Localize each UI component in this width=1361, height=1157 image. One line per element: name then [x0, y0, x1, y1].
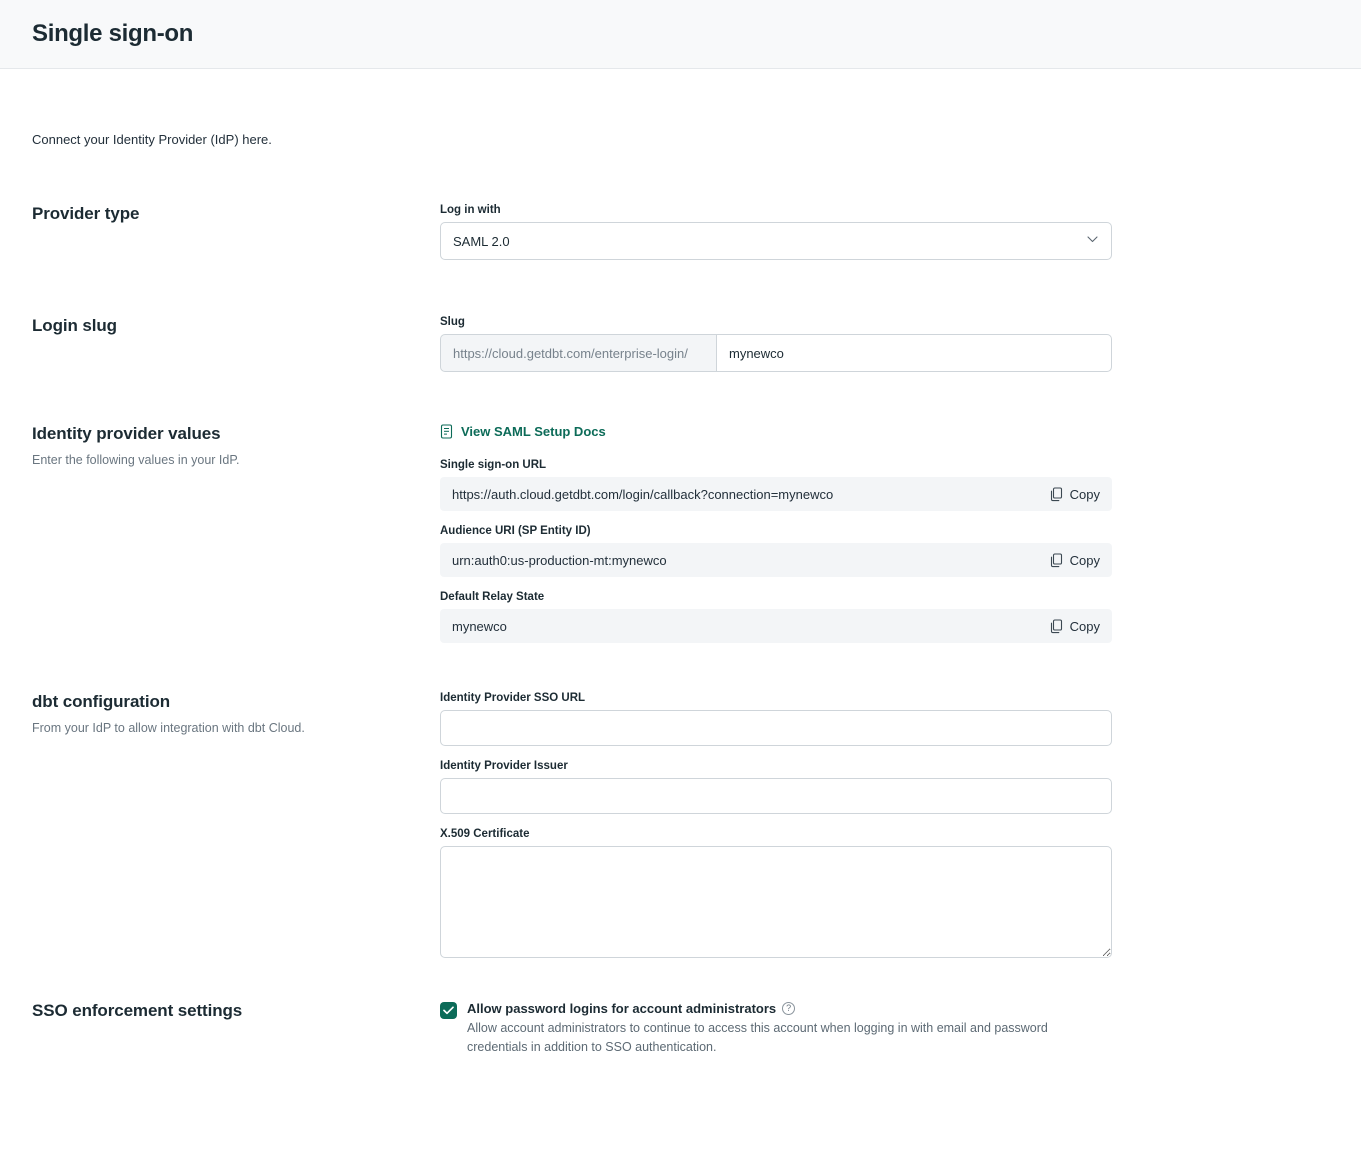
login-with-select[interactable]: [440, 222, 1112, 260]
section-dbt-config-right: [440, 692, 1112, 972]
document-icon: [440, 424, 453, 439]
section-sub-idp-values: Enter the following values in your IdP.: [32, 453, 240, 467]
allow-password-logins-texts: [467, 1001, 1107, 1058]
copy-audience-uri-label: Copy: [1069, 552, 1100, 568]
check-icon: [443, 1006, 454, 1015]
default-relay-state-box: [440, 609, 1112, 643]
default-relay-state-value: mynewco: [452, 618, 507, 634]
section-dbt-configuration: [32, 692, 1329, 972]
audience-uri-label: Audience URI (SP Entity ID): [440, 525, 591, 537]
page-title: Single sign-on: [32, 20, 194, 47]
section-heading-provider-type: Provider type: [32, 204, 140, 223]
login-with-selected-value: SAML 2.0: [453, 233, 510, 249]
help-circle-icon[interactable]: ?: [782, 1002, 795, 1015]
settings-content: [0, 132, 1361, 1058]
copy-default-relay-state-label: Copy: [1069, 618, 1100, 634]
chevron-down-icon: [1087, 236, 1098, 247]
idp-sso-url-input[interactable]: [440, 710, 1112, 746]
section-idp-values-left: [32, 424, 440, 469]
copy-icon: [1050, 553, 1063, 568]
readonly-field-default-relay-state: [440, 591, 1112, 643]
copy-audience-uri-button[interactable]: [1050, 553, 1100, 568]
login-with-select-wrap: [440, 222, 1112, 260]
audience-uri-box: [440, 543, 1112, 577]
sso-url-label: Single sign-on URL: [440, 459, 547, 471]
section-sso-enforcement-left: [32, 1001, 440, 1021]
section-identity-provider-values: [32, 424, 1329, 657]
allow-password-logins-description: Allow account administrators to continue to access this account when logging in with email and password credentials in addition to SSO authentication.: [467, 1021, 1048, 1055]
section-provider-type-right: [440, 204, 1112, 260]
allow-password-logins-row: [440, 1001, 1112, 1058]
copy-default-relay-state-button[interactable]: [1050, 619, 1100, 634]
slug-input[interactable]: [716, 334, 1112, 372]
slug-label: Slug: [440, 316, 465, 328]
copy-sso-url-label: Copy: [1069, 486, 1100, 502]
allow-password-logins-checkbox[interactable]: [440, 1002, 457, 1019]
section-heading-idp-values: Identity provider values: [32, 424, 221, 443]
field-idp-sso-url: [440, 692, 1112, 746]
readonly-field-audience-uri: [440, 525, 1112, 577]
section-sso-enforcement: [32, 1001, 1329, 1058]
section-heading-login-slug: Login slug: [32, 316, 117, 335]
page-header: [0, 0, 1361, 69]
field-x509-certificate: [440, 828, 1112, 958]
readonly-field-sso-url: [440, 459, 1112, 511]
view-saml-setup-docs-label: View SAML Setup Docs: [461, 424, 606, 439]
sso-url-box: [440, 477, 1112, 511]
section-provider-type-left: [32, 204, 440, 224]
slug-row: [440, 334, 1112, 372]
login-with-label: Log in with: [440, 204, 501, 216]
audience-uri-value: urn:auth0:us-production-mt:mynewco: [452, 552, 667, 568]
copy-sso-url-button[interactable]: [1050, 487, 1100, 502]
idp-issuer-input[interactable]: [440, 778, 1112, 814]
allow-password-logins-title-row: [467, 1001, 1107, 1016]
sso-url-value: https://auth.cloud.getdbt.com/login/callback?connection=mynewco: [452, 486, 834, 502]
section-dbt-config-left: [32, 692, 440, 737]
slug-prefix: https://cloud.getdbt.com/enterprise-login/: [440, 334, 716, 372]
section-heading-dbt-config: dbt configuration: [32, 692, 171, 711]
section-sso-enforcement-right: [440, 1001, 1112, 1058]
copy-icon: [1050, 487, 1063, 502]
x509-certificate-textarea[interactable]: [440, 846, 1112, 958]
intro-text: Connect your Identity Provider (IdP) here.: [32, 132, 272, 147]
idp-sso-url-label: Identity Provider SSO URL: [440, 692, 586, 704]
default-relay-state-label: Default Relay State: [440, 591, 545, 603]
section-sub-dbt-config: From your IdP to allow integration with dbt Cloud.: [32, 721, 305, 735]
section-login-slug-left: [32, 316, 440, 336]
idp-issuer-label: Identity Provider Issuer: [440, 760, 568, 772]
copy-icon: [1050, 619, 1063, 634]
section-login-slug-right: [440, 316, 1112, 372]
section-provider-type: [32, 204, 1329, 260]
view-saml-setup-docs-link[interactable]: [440, 424, 1112, 439]
section-login-slug: [32, 316, 1329, 372]
section-heading-sso-enforcement: SSO enforcement settings: [32, 1001, 243, 1020]
field-idp-issuer: [440, 760, 1112, 814]
x509-certificate-label: X.509 Certificate: [440, 828, 530, 840]
section-idp-values-right: [440, 424, 1112, 657]
allow-password-logins-label: Allow password logins for account administrators: [467, 1001, 777, 1016]
